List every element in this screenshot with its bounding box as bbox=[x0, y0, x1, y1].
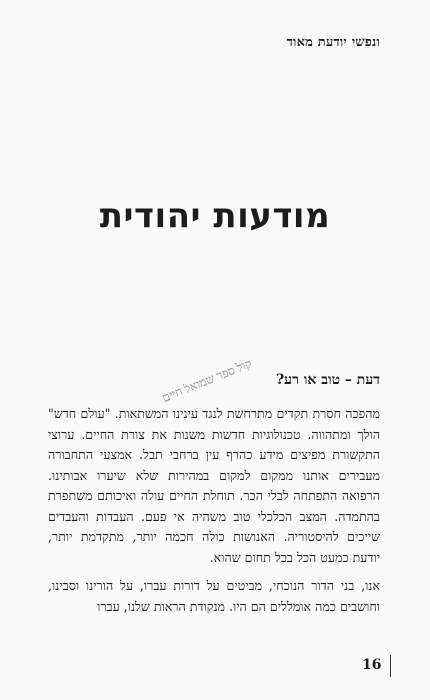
running-head: ונפשי יודעת מאוד bbox=[286, 35, 380, 50]
body-paragraph: מהפכה חסרת תקדים מתרחשת לנגד עינינו המשתאות. "עולם חדש" הולך ומתהווה. טכנולוגיות חדשות משנות את צורת החיים. ערוצי התקשורת מפיצים מידע כהרף עין ברחבי תבל. אמצעי התחבורה מעבירים אותנו ממקום למקום במהירות שלא שיערו אבותינו. הרפואה התפתחה לבלי הכר. תוחלת החיים עולה ואיכותם משתפרת בהתמדה. המצב הכלכלי טוב משהיה אי פעם. העבדות והעבדים שייכים להיסטוריה. האנושות כולה חכמה יותר, מתקדמת יותר, יודעת כמעט הכל בכל תחום שהוא. bbox=[48, 406, 380, 565]
page-number: 16 bbox=[362, 657, 382, 673]
folio-divider bbox=[390, 655, 391, 677]
chapter-title: מודעות יהודית bbox=[99, 196, 331, 236]
section-heading: דעת – טוב או רע? bbox=[275, 372, 380, 388]
body-paragraph: אנו, בני הדור הנוכחי, מביטים על דורות עברו, על הורינו וסבינו, וחושבים כמה אומללים הם היו. מנקודת הראות שלנו, עברו bbox=[48, 578, 380, 614]
body-text bbox=[48, 404, 380, 625]
library-stamp: קול ספר שמואל חיים bbox=[160, 356, 254, 405]
